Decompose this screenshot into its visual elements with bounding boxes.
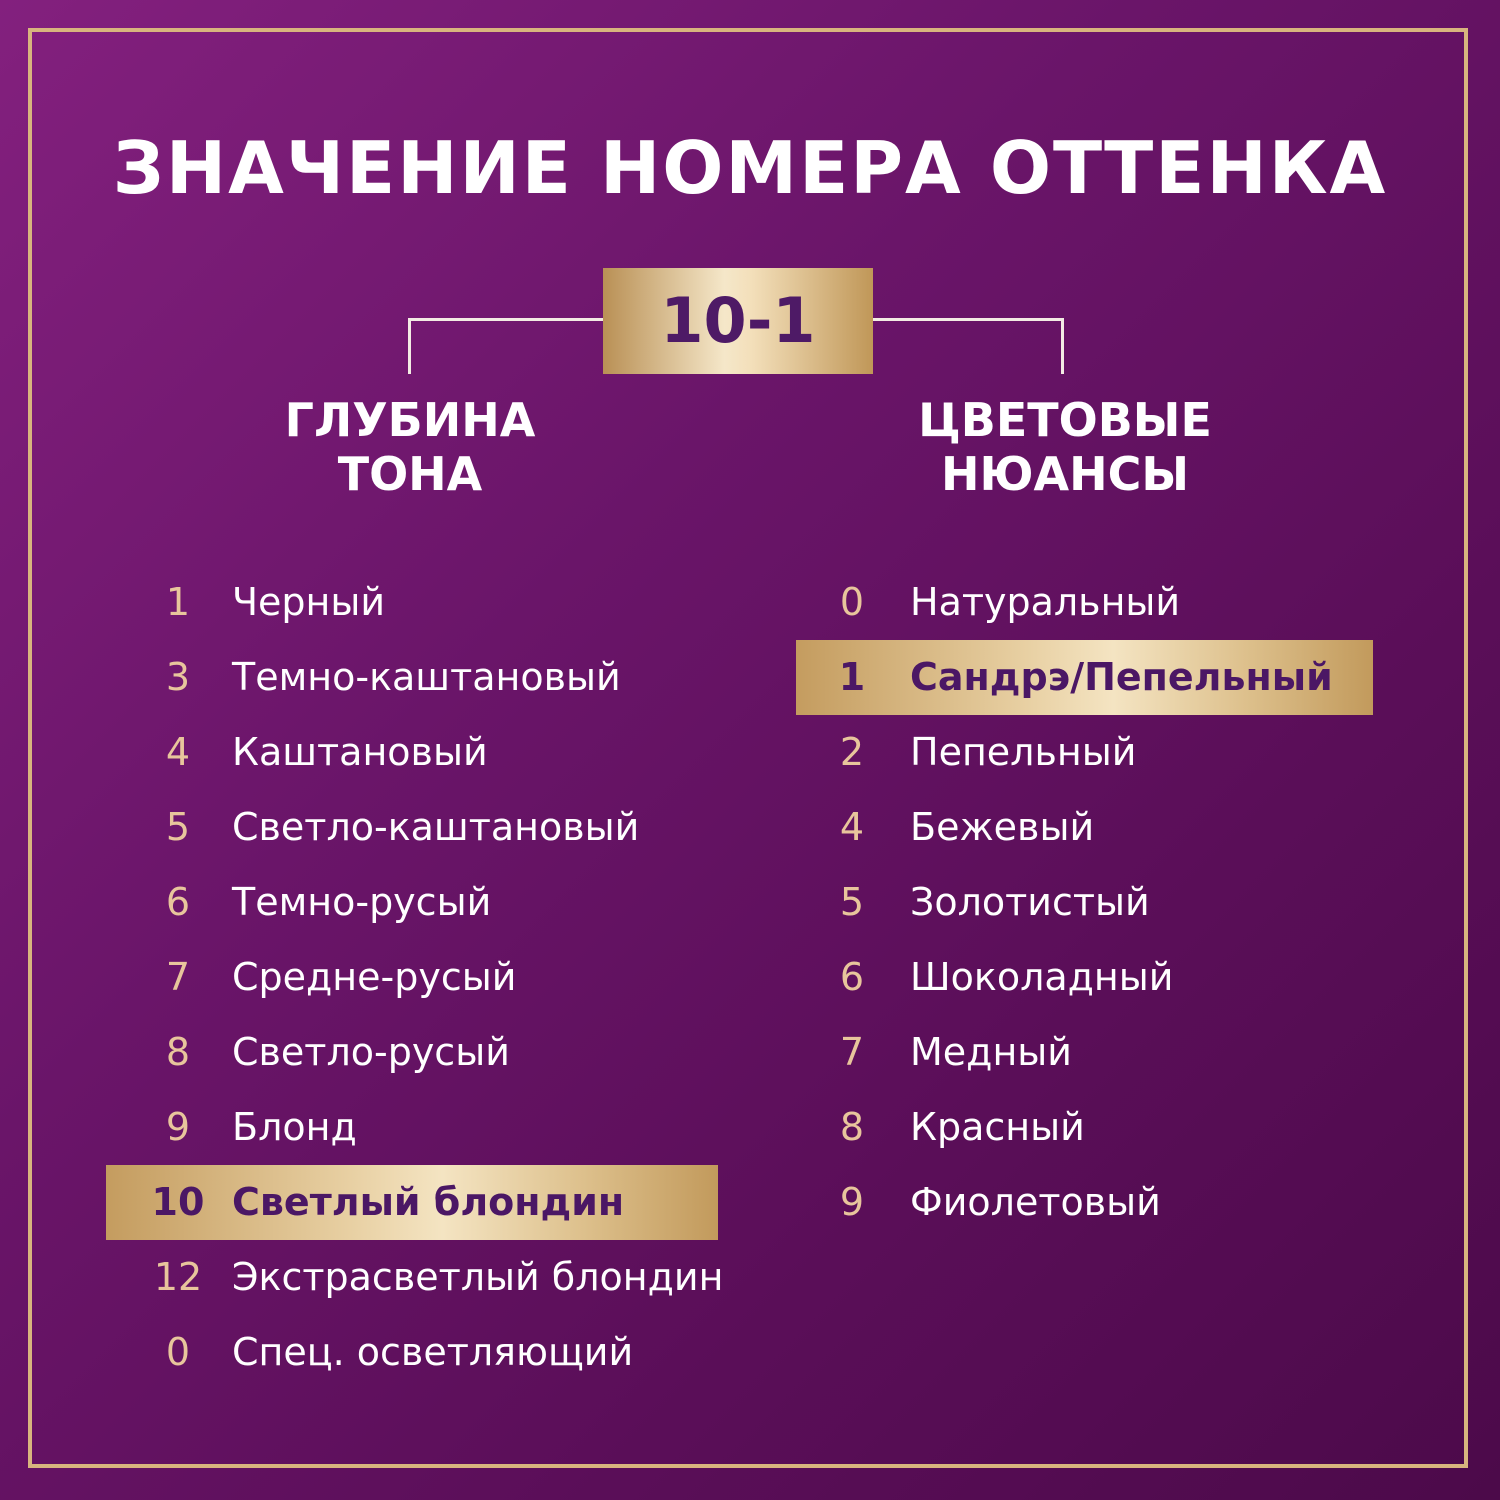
- bracket-left-vertical: [408, 318, 411, 374]
- list-item-label: Бежевый: [910, 805, 1095, 849]
- list-item-number: 9: [839, 1180, 865, 1224]
- list-item: [0, 865, 750, 940]
- list-item-number: 8: [839, 1105, 865, 1149]
- list-item: [0, 565, 750, 640]
- list-item: [750, 865, 1500, 940]
- list-item-number: 0: [165, 1330, 191, 1374]
- list-item-number: 5: [165, 805, 191, 849]
- list-item: [0, 640, 750, 715]
- list-item-number: 0: [839, 580, 865, 624]
- list-item-label: Экстрасветлый блондин: [232, 1255, 724, 1299]
- list-item-label: Красный: [910, 1105, 1085, 1149]
- list-item-number: 1: [838, 655, 866, 699]
- list-item: [0, 715, 750, 790]
- list-item: [0, 1315, 750, 1390]
- depth-heading-line-2: ТОНА: [337, 447, 483, 501]
- nuance-heading: [900, 393, 1230, 501]
- bracket-right-vertical: [1061, 318, 1064, 374]
- list-item-label: Фиолетовый: [910, 1180, 1161, 1224]
- nuance-heading-line-2: НЮАНСЫ: [940, 447, 1189, 501]
- list-item-number: 1: [165, 580, 191, 624]
- list-item-number: 6: [839, 955, 865, 999]
- list-item-label: Медный: [910, 1030, 1072, 1074]
- list-item-label: Золотистый: [910, 880, 1150, 924]
- list-item: [750, 715, 1500, 790]
- list-item: [0, 790, 750, 865]
- list-item-number: 2: [839, 730, 865, 774]
- list-item: [0, 1015, 750, 1090]
- list-item: [750, 565, 1500, 640]
- list-item-number: 9: [165, 1105, 191, 1149]
- list-item: [750, 1165, 1500, 1240]
- list-item: [750, 1090, 1500, 1165]
- depth-list: [0, 565, 750, 1390]
- list-item-label: Средне-русый: [232, 955, 517, 999]
- list-item-label: Темно-каштановый: [232, 655, 621, 699]
- nuance-list: [750, 565, 1500, 1240]
- list-item-number: 8: [165, 1030, 191, 1074]
- list-item-label: Светлый блондин: [232, 1180, 625, 1224]
- list-item-number: 4: [839, 805, 865, 849]
- list-item-label: Блонд: [232, 1105, 357, 1149]
- depth-heading: [260, 393, 560, 501]
- list-item-label: Сандрэ/Пепельный: [910, 655, 1333, 699]
- nuance-heading-line-1: ЦВЕТОВЫЕ: [918, 393, 1212, 447]
- list-item-number: 4: [165, 730, 191, 774]
- list-item-label: Шоколадный: [910, 955, 1174, 999]
- list-item-number: 6: [165, 880, 191, 924]
- list-item-label: Натуральный: [910, 580, 1181, 624]
- shade-code: 10-1: [660, 284, 816, 357]
- list-item: [750, 790, 1500, 865]
- list-item: [750, 1015, 1500, 1090]
- list-item-label: Пепельный: [910, 730, 1137, 774]
- list-item: [750, 940, 1500, 1015]
- list-item: [750, 640, 1500, 715]
- list-item-number: 12: [153, 1255, 203, 1299]
- list-item-number: 7: [839, 1030, 865, 1074]
- list-item: [0, 940, 750, 1015]
- shade-code-badge: [603, 268, 873, 374]
- page-title: ЗНАЧЕНИЕ НОМЕРА ОТТЕНКА: [112, 126, 1388, 210]
- list-item-number: 3: [165, 655, 191, 699]
- list-item-label: Спец. осветляющий: [232, 1330, 634, 1374]
- list-item-label: Темно-русый: [232, 880, 492, 924]
- list-item-label: Светло-каштановый: [232, 805, 640, 849]
- list-item-label: Каштановый: [232, 730, 488, 774]
- list-item-number: 7: [165, 955, 191, 999]
- list-item-label: Черный: [232, 580, 386, 624]
- list-item: [0, 1090, 750, 1165]
- depth-heading-line-1: ГЛУБИНА: [284, 393, 536, 447]
- list-item-number: 10: [151, 1180, 205, 1224]
- list-item: [0, 1165, 750, 1240]
- list-item: [0, 1240, 750, 1315]
- bracket-left-horizontal: [408, 318, 604, 321]
- list-item-label: Светло-русый: [232, 1030, 510, 1074]
- list-item-number: 5: [839, 880, 865, 924]
- bracket-right-horizontal: [872, 318, 1064, 321]
